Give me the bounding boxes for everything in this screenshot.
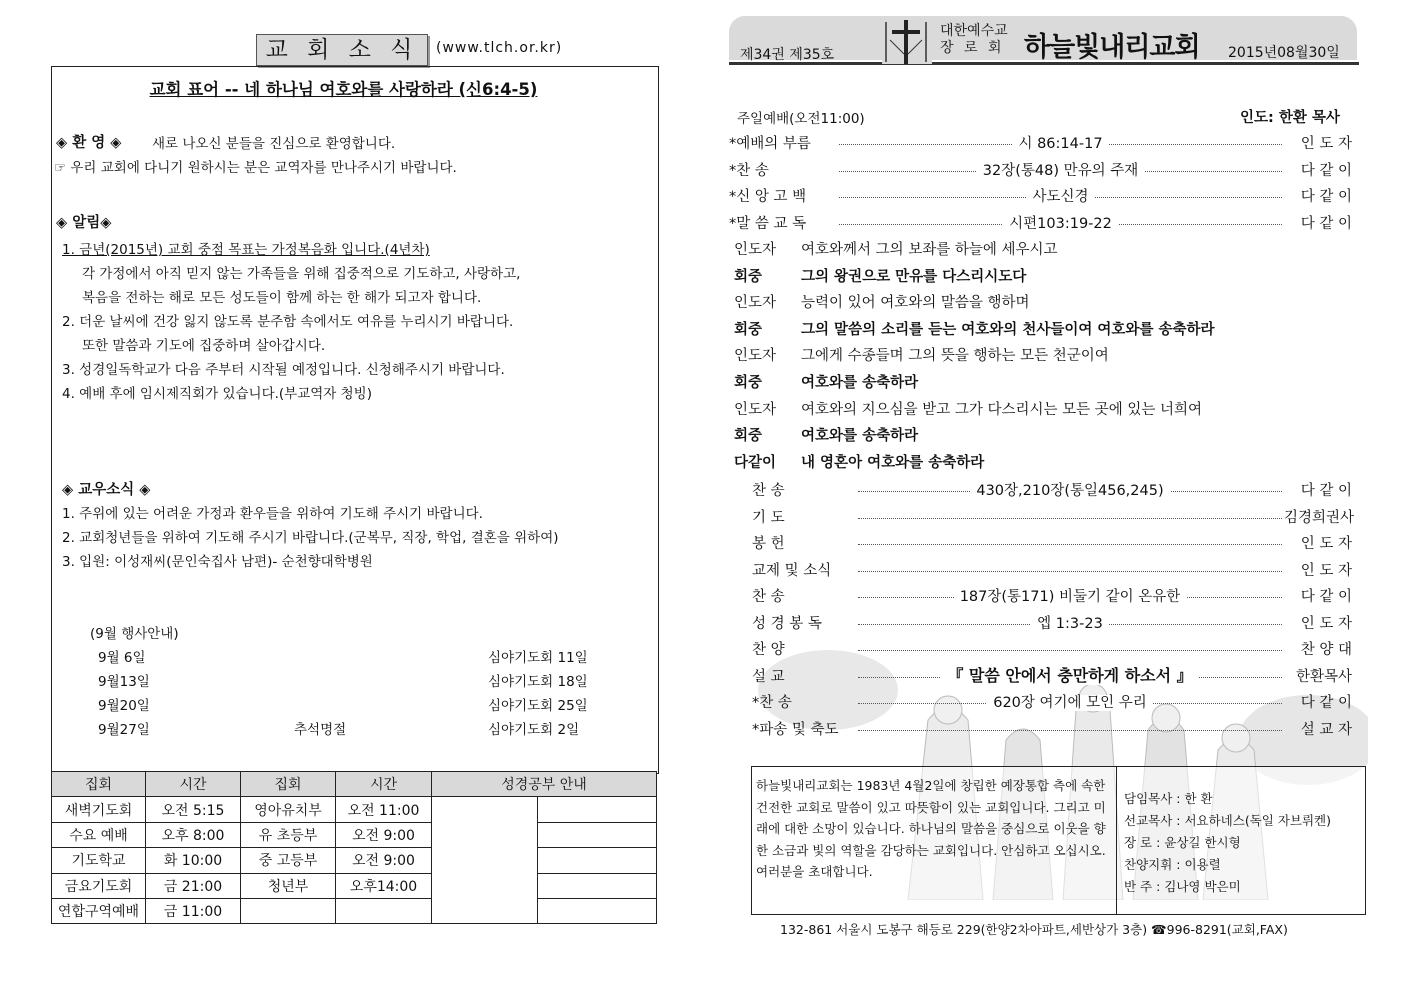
bulletin-date: 2015년08월30일 [1228, 45, 1340, 61]
bible-study-cell [538, 797, 657, 822]
staff-line: 장 로 : 윤상길 한시형 [1124, 835, 1241, 850]
table-row [52, 822, 657, 847]
responsive-text: 그의 말씀의 소리를 듣는 여호와의 천사들이여 여호와를 송축하라 [801, 321, 1215, 338]
staff-line: 선교목사 : 서요하네스(독일 자브뤼켄) [1124, 813, 1332, 828]
welcome-text: 새로 나오신 분들을 진심으로 환영합니다. [152, 136, 396, 152]
order-person: 인 도 자 [1300, 562, 1352, 579]
order-content-text: 시편103:19-22 [1003, 216, 1118, 232]
responsive-speaker: 회중 [734, 321, 763, 338]
staff-line: 담임목사 : 한 환 [1124, 791, 1213, 806]
denomination [940, 23, 1008, 57]
order-person: 인 도 자 [1300, 615, 1352, 632]
responsive-speaker: 인도자 [734, 295, 777, 312]
order-item: 교제 및 소식 [752, 562, 832, 579]
table-header: 집회 [241, 772, 336, 797]
table-cell: 유 초등부 [241, 822, 336, 847]
responsive-text: 능력이 있어 여호와의 말씀을 행하며 [801, 295, 1030, 312]
table-row [52, 797, 657, 822]
notice-line: 또한 말씀과 기도에 집중하며 살아갑시다. [82, 338, 326, 354]
event-detail: 심야기도회 2일 [488, 722, 580, 738]
table-cell: 오전 11:00 [336, 797, 432, 822]
members-line: 3. 입원: 이성재씨(문인숙집사 남편)- 순천향대학병원 [62, 554, 373, 570]
table-header: 시간 [146, 772, 241, 797]
order-item: 봉 헌 [752, 536, 785, 552]
notice-line: 1. 금년(2015년) 교회 중점 목표는 가정복음화 입니다.(4년차) [62, 242, 430, 258]
event-note: 추석명절 [294, 722, 347, 738]
denomination-line: 대한예수교 [940, 23, 1008, 39]
sermon-title [858, 663, 1282, 686]
schedule-table [51, 771, 657, 924]
dotted-leader [858, 650, 1282, 651]
staff-line: 반 주 : 김나영 박은미 [1124, 879, 1241, 894]
order-content [839, 159, 1282, 180]
responsive-text: 내 영혼아 여호와를 송축하라 [801, 454, 985, 471]
responsive-speaker: 인도자 [734, 242, 777, 258]
responsive-text: 여호와의 지으심을 받고 그가 다스리시는 모든 곳에 있는 너희여 [801, 401, 1203, 418]
volume-number: 제34권 제35호 [740, 47, 835, 63]
order-content-text: 엡 1:3-23 [1031, 616, 1109, 632]
responsive-text: 그의 왕권으로 만유를 다스리시도다 [801, 268, 1027, 285]
order-content-text: 시 86:14-17 [1012, 136, 1108, 152]
responsive-text: 그에게 수종들며 그의 뜻을 행하는 모든 천군이여 [801, 348, 1109, 365]
responsive-speaker: 인도자 [734, 401, 777, 418]
bible-study-cell [538, 848, 657, 873]
order-item: 기 도 [752, 509, 785, 526]
table-cell: 영아유치부 [241, 797, 336, 822]
notice-line: 복음을 전하는 해로 모든 성도들이 함께 하는 한 해가 되고자 합니다. [82, 290, 482, 306]
order-person: 찬 양 대 [1300, 642, 1352, 658]
order-item: 찬 양 [752, 642, 785, 658]
table-cell [241, 898, 336, 923]
staff-line: 찬양지휘 : 이용렬 [1124, 857, 1221, 872]
order-item: *찬 송 [752, 695, 792, 711]
event-date: 9월 6일 [98, 650, 146, 666]
order-content [839, 212, 1282, 233]
church-address: 132-861 서울시 도봉구 해등로 229(한양2차아파트,세반상가 3층) ☎996-8291(교회,FAX) [780, 922, 1288, 937]
table-cell: 화 10:00 [146, 848, 241, 873]
order-person: 다 같 이 [1300, 162, 1352, 179]
order-person: 다 같 이 [1300, 189, 1352, 205]
order-person: 다 같 이 [1300, 589, 1352, 605]
website-url[interactable]: (www.tlch.or.kr) [436, 40, 563, 56]
table-row [52, 898, 657, 923]
responsive-speaker: 다같이 [734, 454, 777, 471]
event-detail: 심야기도회 18일 [488, 674, 588, 690]
order-item: *파송 및 축도 [752, 721, 839, 738]
order-content-text: 32장(통48) 만유의 주재 [977, 163, 1144, 179]
order-content [858, 479, 1282, 500]
church-logo-icon [882, 18, 932, 64]
church-name: 하늘빛내리교회 [1024, 32, 1200, 63]
info-divider [1116, 766, 1117, 914]
dotted-leader [858, 544, 1282, 545]
denomination-line: 장 로 회 [940, 40, 1005, 56]
table-header: 집회 [52, 772, 146, 797]
table-cell: 청년부 [241, 873, 336, 898]
intro-text: 하늘빛내리교회는 1983년 4월2일에 창립한 예장통합 측에 속한 건전한 교회로 말씀이 있고 따뜻함이 있는 교회입니다. 그리고 미래에 대한 소망이 있습니다. 하나님의 말씀을 중심으로 이웃을 향한 소금과 빛의 역할을 감당하는 교회입니다. 안심하고 오십시오. [756, 778, 1106, 858]
notice-line: 2. 더운 날씨에 건강 잃지 않도록 분주함 속에서도 여유를 누리시기 바랍니다. [62, 314, 514, 330]
table-cell: 금요기도회 [52, 873, 146, 898]
order-person: 인 도 자 [1300, 136, 1352, 152]
responsive-speaker: 회중 [734, 428, 763, 445]
church-motto: 교회 표어 -- 네 하나님 여호와를 사랑하라 (신6:4-5) [149, 80, 538, 99]
table-cell: 수요 예배 [52, 822, 146, 847]
responsive-speaker: 인도자 [734, 348, 777, 365]
table-row [52, 873, 657, 898]
table-cell: 오후 8:00 [146, 822, 241, 847]
event-date: 9월27일 [98, 722, 150, 738]
table-cell: 오후14:00 [336, 873, 432, 898]
table-cell: 금 21:00 [146, 873, 241, 898]
table-cell [336, 898, 432, 923]
welcome-line2: ☞ 우리 교회에 다니기 원하시는 분은 교역자를 만나주시기 바랍니다. [54, 160, 457, 176]
order-item: *신 앙 고 백 [729, 189, 807, 205]
order-item: *말 씀 교 독 [729, 215, 807, 232]
notice-line: 각 가정에서 아직 믿지 않는 가족들을 위해 집중적으로 기도하고, 사랑하고, [82, 266, 521, 282]
notice-heading: ◈ 알림◈ [56, 215, 112, 231]
table-cell: 오전 5:15 [146, 797, 241, 822]
event-date: 9월20일 [98, 698, 150, 714]
order-item: 찬 송 [752, 589, 785, 605]
order-content-text: 430장,210장(통일456,245) [970, 483, 1169, 499]
members-line: 1. 주위에 있는 어려운 가정과 환우들을 위하여 기도해 주시기 바랍니다. [62, 506, 483, 522]
order-person: 다 같 이 [1300, 483, 1352, 499]
members-heading: ◈ 교우소식 ◈ [62, 482, 151, 498]
responsive-text: 여호와를 송축하라 [801, 375, 919, 391]
responsive-speaker: 회중 [734, 375, 763, 391]
table-cell: 오전 9:00 [336, 848, 432, 873]
order-content [858, 612, 1282, 633]
table-cell: 기도학교 [52, 848, 146, 873]
table-header: 시간 [336, 772, 432, 797]
bible-study-cell [432, 797, 538, 924]
order-item: 설 교 [752, 668, 785, 685]
order-content-text: 『 말씀 안에서 충만하게 하소서 』 [941, 666, 1198, 685]
responsive-speaker: 회중 [734, 268, 763, 285]
table-header: 성경공부 안내 [432, 772, 657, 797]
intro-invite: 여러분을 초대합니다. [756, 864, 873, 879]
order-content [858, 691, 1282, 712]
church-intro [756, 775, 1112, 883]
order-content-text: 187장(통171) 비둘기 같이 온유한 [954, 589, 1187, 605]
event-date: 9월13일 [98, 674, 150, 690]
order-item: *찬 송 [729, 162, 769, 179]
order-person: 인 도 자 [1300, 536, 1352, 552]
order-content-text: 사도신경 [1026, 189, 1094, 205]
bible-study-cell [538, 873, 657, 898]
order-person: 다 같 이 [1300, 215, 1352, 232]
notice-line: 4. 예배 후에 임시제직회가 있습니다.(부교역자 청빙) [62, 386, 372, 402]
welcome-heading: ◈ 환 영 ◈ [56, 135, 122, 151]
table-cell: 오전 9:00 [336, 822, 432, 847]
dotted-leader [858, 518, 1282, 519]
order-content [839, 132, 1282, 153]
table-cell: 연합구역예배 [52, 898, 146, 923]
dotted-leader [858, 730, 1282, 731]
dotted-leader [858, 571, 1282, 572]
order-person: 설 교 자 [1300, 721, 1352, 738]
order-person: 다 같 이 [1300, 695, 1352, 711]
responsive-text: 여호와께서 그의 보좌를 하늘에 세우시고 [801, 242, 1058, 258]
members-line: 2. 교회청년들을 위하여 기도해 주시기 바랍니다.(군복무, 직장, 학업, 결혼을 위하여) [62, 530, 559, 546]
order-content [839, 185, 1282, 206]
bible-study-cell [538, 898, 657, 923]
responsive-text: 여호와를 송축하라 [801, 428, 919, 445]
bible-study-cell [538, 822, 657, 847]
event-detail: 심야기도회 25일 [488, 698, 588, 714]
table-cell: 금 11:00 [146, 898, 241, 923]
order-item: *예배의 부름 [729, 136, 811, 152]
table-cell: 새벽기도회 [52, 797, 146, 822]
table-row [52, 848, 657, 873]
order-content-text: 620장 여기에 모인 우리 [987, 695, 1153, 711]
section-title: 교 회 소 식 [256, 34, 428, 66]
order-person: 한환목사 [1295, 668, 1352, 685]
notice-line: 3. 성경일독학교가 다음 주부터 시작될 예정입니다. 신청해주시기 바랍니다. [62, 362, 505, 378]
service-leader: 인도: 한환 목사 [1240, 110, 1340, 126]
service-title: 주일예배(오전11:00) [737, 111, 865, 127]
event-detail: 심야기도회 11일 [488, 650, 588, 666]
order-item: 성 경 봉 독 [752, 615, 822, 632]
order-item: 찬 송 [752, 483, 785, 499]
order-content [858, 585, 1282, 606]
table-cell: 중 고등부 [241, 848, 336, 873]
order-person: 김경희권사 [1284, 509, 1355, 526]
events-heading: (9월 행사안내) [90, 626, 179, 642]
